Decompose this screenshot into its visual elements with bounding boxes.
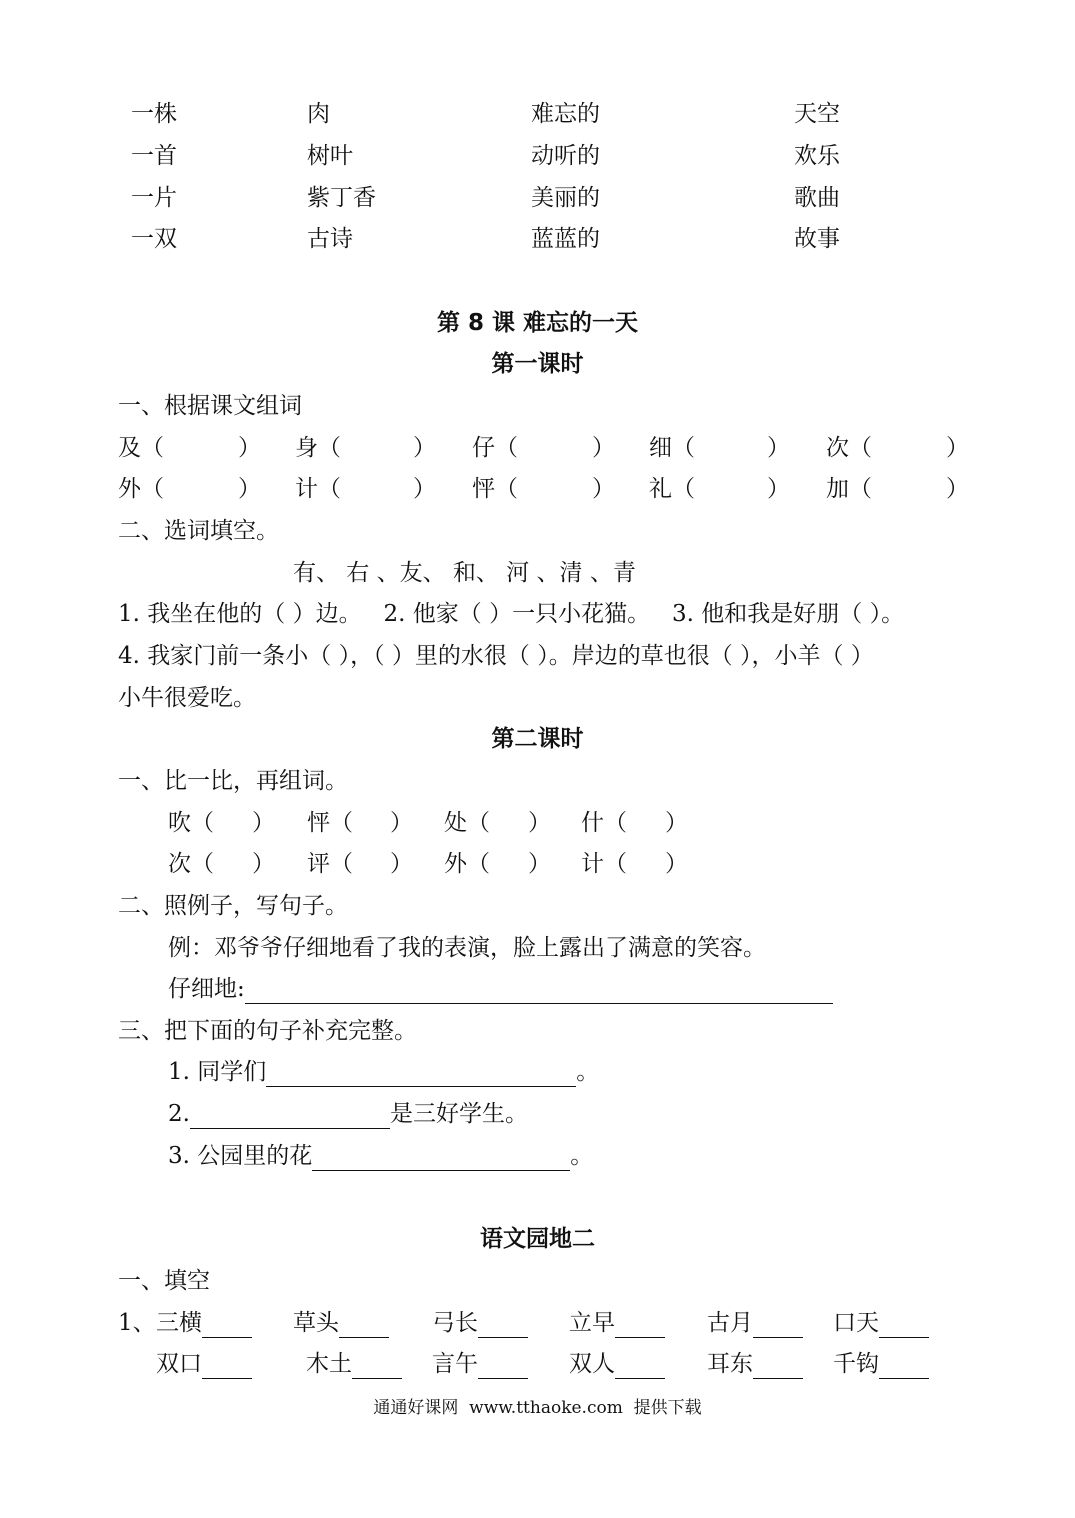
item-label: 双口 <box>156 1351 202 1377</box>
paren-open: 外（ <box>444 851 490 877</box>
complete-sentence-2 <box>168 1099 528 1129</box>
item-label: 古月 <box>707 1310 753 1336</box>
paren-close: ） <box>665 851 688 877</box>
word: 故事 <box>794 226 840 252</box>
paren-open: 次（ <box>826 435 872 461</box>
item-label: 三横 <box>156 1310 202 1336</box>
paren-open: 礼（ <box>649 476 695 502</box>
garden-heading: 一、填空 <box>118 1268 210 1294</box>
word: 歌曲 <box>794 185 840 211</box>
word: 一双 <box>131 226 177 252</box>
answer-blank[interactable] <box>478 1317 528 1338</box>
item-label: 立早 <box>569 1310 615 1336</box>
fill-line-3: 小牛很爱吃。 <box>118 685 256 711</box>
fill-item <box>306 1349 402 1379</box>
paren-open: 怦（ <box>472 476 518 502</box>
paren-open: 评（ <box>307 851 353 877</box>
q1-heading: 一、根据课文组词 <box>118 393 302 419</box>
answer-blank[interactable] <box>615 1317 665 1338</box>
item-label: 耳东 <box>707 1351 753 1377</box>
p2-q1-heading: 一、比一比，再组词。 <box>118 768 348 794</box>
sentence-end: 是三好学生。 <box>389 1101 528 1127</box>
word: 肉 <box>307 101 330 127</box>
sentence-start: 1. 同学们 <box>168 1059 267 1085</box>
sentence-start: 2. <box>168 1101 190 1127</box>
page-footer: 通通好课网 www.tthaoke.com 提供下载 <box>373 1398 702 1418</box>
fill-item <box>833 1349 929 1379</box>
item-label: 木土 <box>306 1351 352 1377</box>
item-label: 千钩 <box>833 1351 879 1377</box>
item-label: 言午 <box>432 1351 478 1377</box>
fill-item <box>707 1349 803 1379</box>
paren-close: ） <box>946 476 969 502</box>
example-sentence: 例：邓爷爷仔细地看了我的表演，脸上露出了满意的笑容。 <box>168 935 766 961</box>
word: 天空 <box>794 101 840 127</box>
answer-blank[interactable] <box>753 1317 803 1338</box>
lesson-title: 第 8 课 难忘的一天 <box>436 310 639 336</box>
word: 一首 <box>131 143 177 169</box>
word: 动听的 <box>531 143 600 169</box>
item-label: 弓长 <box>432 1310 478 1336</box>
item-label: 草头 <box>293 1310 339 1336</box>
fill-item <box>569 1349 665 1379</box>
paren-close: ） <box>390 810 413 836</box>
paren-open: 吹（ <box>168 810 214 836</box>
word: 紫丁香 <box>307 185 376 211</box>
answer-line[interactable] <box>245 981 833 1004</box>
paren-close: ） <box>592 435 615 461</box>
answer-blank[interactable] <box>312 1150 570 1171</box>
paren-open: 计（ <box>581 851 627 877</box>
sentence-end: 。 <box>570 1143 594 1169</box>
paren-close: ） <box>767 435 790 461</box>
paren-close: ） <box>390 851 413 877</box>
q2-heading: 二、选词填空。 <box>118 518 279 544</box>
answer-blank[interactable] <box>615 1358 665 1379</box>
item-label: 双人 <box>569 1351 615 1377</box>
word: 难忘的 <box>531 101 600 127</box>
answer-blank[interactable] <box>879 1358 929 1379</box>
paren-open: 计（ <box>295 476 341 502</box>
paren-open: 加（ <box>826 476 872 502</box>
fill-item <box>833 1308 929 1338</box>
paren-open: 处（ <box>444 810 490 836</box>
word: 美丽的 <box>531 185 600 211</box>
answer-blank[interactable] <box>339 1317 389 1338</box>
fill-item <box>156 1308 252 1338</box>
item-label: 口天 <box>833 1310 879 1336</box>
paren-close: ） <box>946 435 969 461</box>
paren-open: 次（ <box>168 851 214 877</box>
fill-item <box>432 1349 528 1379</box>
paren-open: 仔（ <box>472 435 518 461</box>
fill-line-1: 1. 我坐在他的（ ）边。 2. 他家（ ）一只小花猫。 3. 他和我是好朋（ ）。 <box>118 601 905 627</box>
answer-blank[interactable] <box>352 1358 402 1379</box>
word: 欢乐 <box>794 143 840 169</box>
period1-title: 第一课时 <box>491 351 584 377</box>
fill-item <box>156 1349 252 1379</box>
answer-blank[interactable] <box>266 1066 576 1087</box>
answer-blank[interactable] <box>190 1108 390 1129</box>
word: 蓝蓝的 <box>531 226 600 252</box>
paren-close: ） <box>665 810 688 836</box>
fill-line-2: 4. 我家门前一条小（ ），（ ）里的水很（ ）。岸边的草也很（ ），小羊（ ） <box>118 643 874 669</box>
sentence-prompt <box>168 974 833 1004</box>
paren-open: 外（ <box>118 476 164 502</box>
complete-sentence-1 <box>168 1057 599 1087</box>
item-number: 1、 <box>118 1310 156 1336</box>
word: 古诗 <box>307 226 353 252</box>
answer-blank[interactable] <box>478 1358 528 1379</box>
fill-item <box>432 1308 528 1338</box>
period2-title: 第二课时 <box>491 726 584 752</box>
sentence-end: 。 <box>576 1059 600 1085</box>
paren-close: ） <box>238 476 261 502</box>
paren-close: ） <box>528 810 551 836</box>
paren-open: 什（ <box>581 810 627 836</box>
p2-q3-heading: 三、把下面的句子补充完整。 <box>118 1018 417 1044</box>
answer-blank[interactable] <box>879 1317 929 1338</box>
word: 树叶 <box>307 143 353 169</box>
answer-blank[interactable] <box>753 1358 803 1379</box>
paren-close: ） <box>252 810 275 836</box>
answer-blank[interactable] <box>202 1358 252 1379</box>
paren-open: 身（ <box>295 435 341 461</box>
paren-close: ） <box>238 435 261 461</box>
prompt-label: 仔细地: <box>168 976 245 1002</box>
fill-item <box>707 1308 803 1338</box>
paren-close: ） <box>767 476 790 502</box>
p2-q2-heading: 二、照例子，写句子。 <box>118 893 348 919</box>
word: 一株 <box>131 101 177 127</box>
paren-open: 怦（ <box>307 810 353 836</box>
fill-item <box>569 1308 665 1338</box>
paren-close: ） <box>528 851 551 877</box>
paren-close: ） <box>413 476 436 502</box>
paren-close: ） <box>413 435 436 461</box>
word-choices: 有、 右 、友、 和、 河 、清 、青 <box>293 560 636 586</box>
sentence-start: 3. 公园里的花 <box>168 1143 313 1169</box>
answer-blank[interactable] <box>202 1317 252 1338</box>
paren-close: ） <box>592 476 615 502</box>
paren-close: ） <box>252 851 275 877</box>
paren-open: 细（ <box>649 435 695 461</box>
garden-title: 语文园地二 <box>480 1226 595 1252</box>
paren-open: 及（ <box>118 435 164 461</box>
complete-sentence-3 <box>168 1141 593 1171</box>
word: 一片 <box>131 185 177 211</box>
fill-item <box>293 1308 389 1338</box>
